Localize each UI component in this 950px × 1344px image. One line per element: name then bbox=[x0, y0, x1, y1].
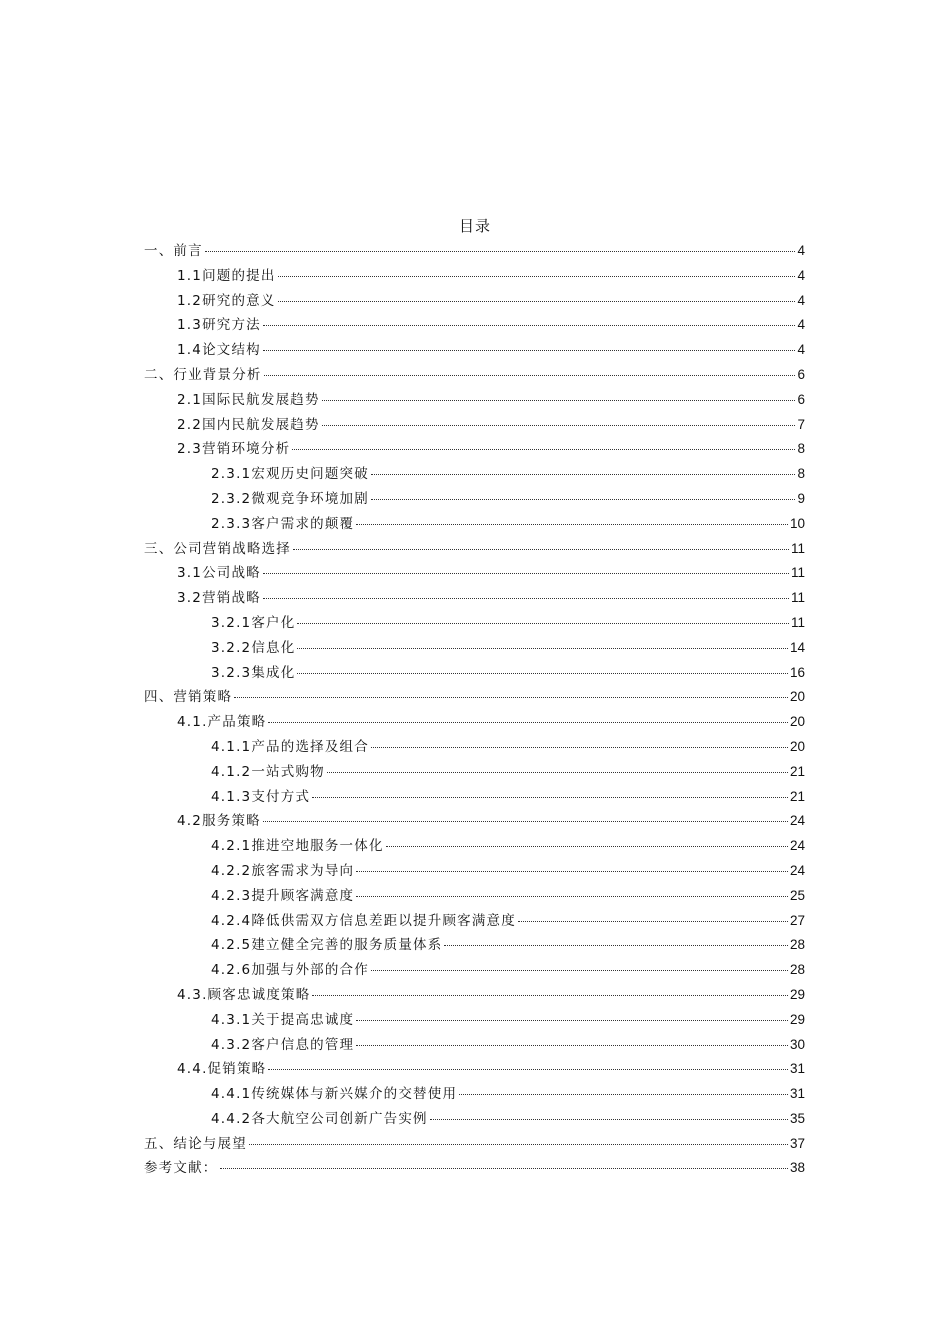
toc-entry-label: 4.4.促销策略 bbox=[177, 1061, 267, 1078]
toc-entry-page-number: 6 bbox=[797, 391, 805, 407]
toc-entry[interactable] bbox=[144, 313, 805, 338]
toc-entry-page-number: 30 bbox=[789, 1036, 805, 1052]
toc-entry[interactable] bbox=[144, 884, 805, 909]
toc-dot-leader bbox=[220, 1167, 788, 1169]
toc-entry-page-number: 31 bbox=[789, 1061, 805, 1077]
toc-entry[interactable] bbox=[144, 1033, 805, 1058]
toc-entry[interactable] bbox=[144, 264, 805, 289]
toc-entry-page-number: 28 bbox=[789, 962, 805, 978]
toc-dot-leader bbox=[371, 473, 796, 475]
toc-entry-page-number: 11 bbox=[790, 590, 805, 606]
toc-entry-page-number: 11 bbox=[790, 540, 805, 556]
toc-entry-page-number: 16 bbox=[789, 664, 805, 680]
toc-dot-leader bbox=[278, 275, 796, 277]
toc-entry[interactable] bbox=[144, 561, 805, 586]
toc-entry-label: 3.2.2信息化 bbox=[211, 639, 296, 656]
toc-entry-page-number: 4 bbox=[797, 243, 805, 258]
toc-entry-label: 4.3.2客户信息的管理 bbox=[211, 1036, 355, 1053]
toc-dot-leader bbox=[268, 721, 788, 723]
toc-dot-leader bbox=[297, 647, 788, 649]
toc-entry-label: 4.1.1产品的选择及组合 bbox=[211, 738, 369, 755]
toc-entry[interactable] bbox=[144, 685, 805, 710]
toc-dot-leader bbox=[263, 349, 796, 351]
toc-entry[interactable] bbox=[144, 487, 805, 512]
toc-entry-label: 4.3.1关于提高忠诚度 bbox=[211, 1011, 355, 1028]
toc-entry-page-number: 37 bbox=[789, 1135, 805, 1151]
toc-entry-label: 1.3研究方法 bbox=[177, 317, 261, 334]
toc-entry-label: 1.4论文结构 bbox=[177, 342, 261, 359]
toc-entry[interactable] bbox=[144, 586, 805, 611]
toc-entry-page-number: 29 bbox=[789, 1011, 805, 1027]
toc-entry-page-number: 21 bbox=[789, 788, 805, 804]
toc-entry-page-number: 20 bbox=[789, 689, 805, 705]
toc-dot-leader bbox=[322, 424, 796, 426]
toc-dot-leader bbox=[459, 1093, 788, 1095]
toc-entry-page-number: 8 bbox=[797, 466, 805, 482]
toc-entry[interactable] bbox=[144, 785, 805, 810]
toc-dot-leader bbox=[297, 622, 789, 624]
toc-entry-label: 四、营销策略 bbox=[144, 689, 233, 706]
toc-entry-label: 3.2.1客户化 bbox=[211, 614, 296, 631]
toc-entry-page-number: 28 bbox=[789, 937, 805, 953]
toc-dot-leader bbox=[356, 895, 788, 897]
toc-entry[interactable] bbox=[144, 636, 805, 661]
toc-entry-page-number: 8 bbox=[797, 441, 805, 457]
toc-dot-leader bbox=[249, 1143, 788, 1145]
toc-entry[interactable] bbox=[144, 983, 805, 1008]
toc-entry-label: 1.1问题的提出 bbox=[177, 267, 276, 284]
toc-entry[interactable] bbox=[144, 462, 805, 487]
toc-dot-leader bbox=[371, 969, 788, 971]
toc-dot-leader bbox=[278, 300, 796, 302]
toc-dot-leader bbox=[356, 1044, 788, 1046]
toc-entry-label: 3.2.3集成化 bbox=[211, 664, 296, 681]
toc-dot-leader bbox=[312, 994, 788, 996]
toc-entry-label: 4.1.2一站式购物 bbox=[211, 763, 325, 780]
toc-entry-label: 4.2.3提升顾客满意度 bbox=[211, 887, 355, 904]
toc-entry-label: 五、结论与展望 bbox=[144, 1135, 247, 1152]
toc-entry-page-number: 11 bbox=[790, 614, 805, 630]
toc-entry-label: 4.2.6加强与外部的合作 bbox=[211, 962, 369, 979]
toc-dot-leader bbox=[234, 696, 788, 698]
toc-title: 目录 bbox=[458, 217, 491, 235]
toc-dot-leader bbox=[322, 399, 796, 401]
toc-entry-page-number: 4 bbox=[797, 292, 805, 308]
toc-entry-page-number: 20 bbox=[789, 738, 805, 754]
toc-entry-label: 参考文献： bbox=[144, 1160, 218, 1177]
toc-entry-label: 2.2国内民航发展趋势 bbox=[177, 416, 320, 433]
toc-entry-page-number: 11 bbox=[790, 565, 805, 581]
toc-entry-label: 4.4.1传统媒体与新兴媒介的交替使用 bbox=[211, 1086, 458, 1103]
toc-entry-label: 2.3营销环境分析 bbox=[177, 441, 291, 458]
toc-entry-page-number: 35 bbox=[789, 1110, 805, 1126]
toc-entry[interactable] bbox=[144, 1082, 805, 1107]
toc-entry-page-number: 25 bbox=[789, 887, 805, 903]
toc-dot-leader bbox=[430, 1118, 788, 1120]
toc-entry-page-number: 4 bbox=[797, 342, 805, 358]
toc-entry-label: 二、行业背景分析 bbox=[144, 366, 262, 383]
toc-entry[interactable] bbox=[144, 1008, 805, 1033]
toc-entry-label: 4.2.4降低供需双方信息差距以提升顾客满意度 bbox=[211, 912, 516, 929]
toc-entry[interactable] bbox=[144, 289, 805, 314]
toc-entry-page-number: 21 bbox=[789, 763, 805, 779]
toc-entry-label: 1.2研究的意义 bbox=[177, 292, 276, 309]
toc-entry-label: 3.2营销战略 bbox=[177, 590, 261, 607]
toc-entry-page-number: 24 bbox=[789, 862, 805, 878]
toc-dot-leader bbox=[327, 771, 788, 773]
toc-entry[interactable] bbox=[144, 809, 805, 834]
toc-dot-leader bbox=[444, 944, 788, 946]
toc-entry[interactable] bbox=[144, 834, 805, 859]
toc-entry[interactable] bbox=[144, 363, 805, 388]
toc-entry-page-number: 6 bbox=[797, 366, 805, 382]
toc-dot-leader bbox=[356, 870, 788, 872]
toc-entry[interactable] bbox=[144, 1057, 805, 1082]
toc-entry-label: 三、公司营销战略选择 bbox=[144, 540, 291, 557]
toc-dot-leader bbox=[356, 1019, 788, 1021]
table-of-contents bbox=[144, 239, 805, 1181]
toc-dot-leader bbox=[371, 498, 796, 500]
toc-entry[interactable] bbox=[144, 760, 805, 785]
toc-entry-page-number: 14 bbox=[789, 639, 805, 655]
toc-entry[interactable] bbox=[144, 958, 805, 983]
toc-dot-leader bbox=[205, 250, 796, 252]
toc-entry-page-number: 7 bbox=[797, 416, 805, 432]
toc-dot-leader bbox=[371, 746, 788, 748]
toc-dot-leader bbox=[268, 1068, 788, 1070]
toc-entry-label: 2.1国际民航发展趋势 bbox=[177, 391, 320, 408]
toc-entry-page-number: 27 bbox=[789, 912, 805, 928]
toc-entry-page-number: 4 bbox=[797, 317, 805, 333]
toc-dot-leader bbox=[293, 548, 789, 550]
toc-entry[interactable] bbox=[144, 1156, 805, 1181]
toc-dot-leader bbox=[356, 523, 788, 525]
toc-entry-label: 2.3.3客户需求的颠覆 bbox=[211, 515, 355, 532]
toc-entry-label: 4.2服务策略 bbox=[177, 813, 261, 830]
toc-entry-label: 4.2.2旅客需求为导向 bbox=[211, 862, 355, 879]
toc-entry-label: 4.1.产品策略 bbox=[177, 714, 267, 731]
toc-dot-leader bbox=[263, 820, 788, 822]
toc-dot-leader bbox=[312, 796, 788, 798]
toc-entry-label: 4.4.2各大航空公司创新广告实例 bbox=[211, 1110, 428, 1127]
toc-entry-label: 2.3.1宏观历史问题突破 bbox=[211, 466, 369, 483]
toc-entry[interactable] bbox=[144, 1132, 805, 1157]
toc-dot-leader bbox=[518, 920, 788, 922]
toc-entry[interactable] bbox=[144, 413, 805, 438]
toc-entry[interactable] bbox=[144, 710, 805, 735]
toc-entry-label: 2.3.2微观竞争环境加剧 bbox=[211, 490, 369, 507]
toc-entry[interactable] bbox=[144, 735, 805, 760]
toc-dot-leader bbox=[264, 374, 796, 376]
toc-entry-label: 一、前言 bbox=[144, 243, 203, 259]
toc-dot-leader bbox=[263, 324, 796, 326]
toc-dot-leader bbox=[386, 845, 788, 847]
toc-entry[interactable] bbox=[144, 537, 805, 562]
toc-entry-label: 4.1.3支付方式 bbox=[211, 788, 311, 805]
toc-entry[interactable] bbox=[144, 859, 805, 884]
toc-entry-page-number: 10 bbox=[789, 515, 805, 531]
toc-entry-label: 4.2.5建立健全完善的服务质量体系 bbox=[211, 937, 443, 954]
toc-entry[interactable] bbox=[144, 661, 805, 686]
toc-entry-page-number: 38 bbox=[789, 1160, 805, 1176]
toc-entry-page-number: 4 bbox=[797, 267, 805, 283]
toc-entry-page-number: 29 bbox=[789, 986, 805, 1002]
toc-entry[interactable] bbox=[144, 933, 805, 958]
toc-entry-page-number: 24 bbox=[789, 813, 805, 829]
toc-entry[interactable] bbox=[144, 437, 805, 462]
toc-entry-label: 3.1公司战略 bbox=[177, 565, 261, 582]
toc-entry-label: 4.3.顾客忠诚度策略 bbox=[177, 986, 311, 1003]
toc-entry-page-number: 31 bbox=[789, 1086, 805, 1102]
toc-dot-leader bbox=[292, 448, 795, 450]
toc-entry-page-number: 24 bbox=[789, 838, 805, 854]
toc-entry[interactable] bbox=[144, 611, 805, 636]
toc-entry[interactable] bbox=[144, 239, 805, 264]
toc-dot-leader bbox=[263, 597, 789, 599]
toc-dot-leader bbox=[263, 572, 789, 574]
toc-entry-page-number: 20 bbox=[789, 714, 805, 730]
toc-entry-label: 4.2.1推进空地服务一体化 bbox=[211, 838, 384, 855]
toc-entry[interactable] bbox=[144, 512, 805, 537]
toc-entry[interactable] bbox=[144, 1107, 805, 1132]
toc-dot-leader bbox=[297, 672, 788, 674]
toc-entry[interactable] bbox=[144, 338, 805, 363]
toc-entry-page-number: 9 bbox=[797, 490, 805, 506]
toc-entry[interactable] bbox=[144, 388, 805, 413]
toc-entry[interactable] bbox=[144, 909, 805, 934]
